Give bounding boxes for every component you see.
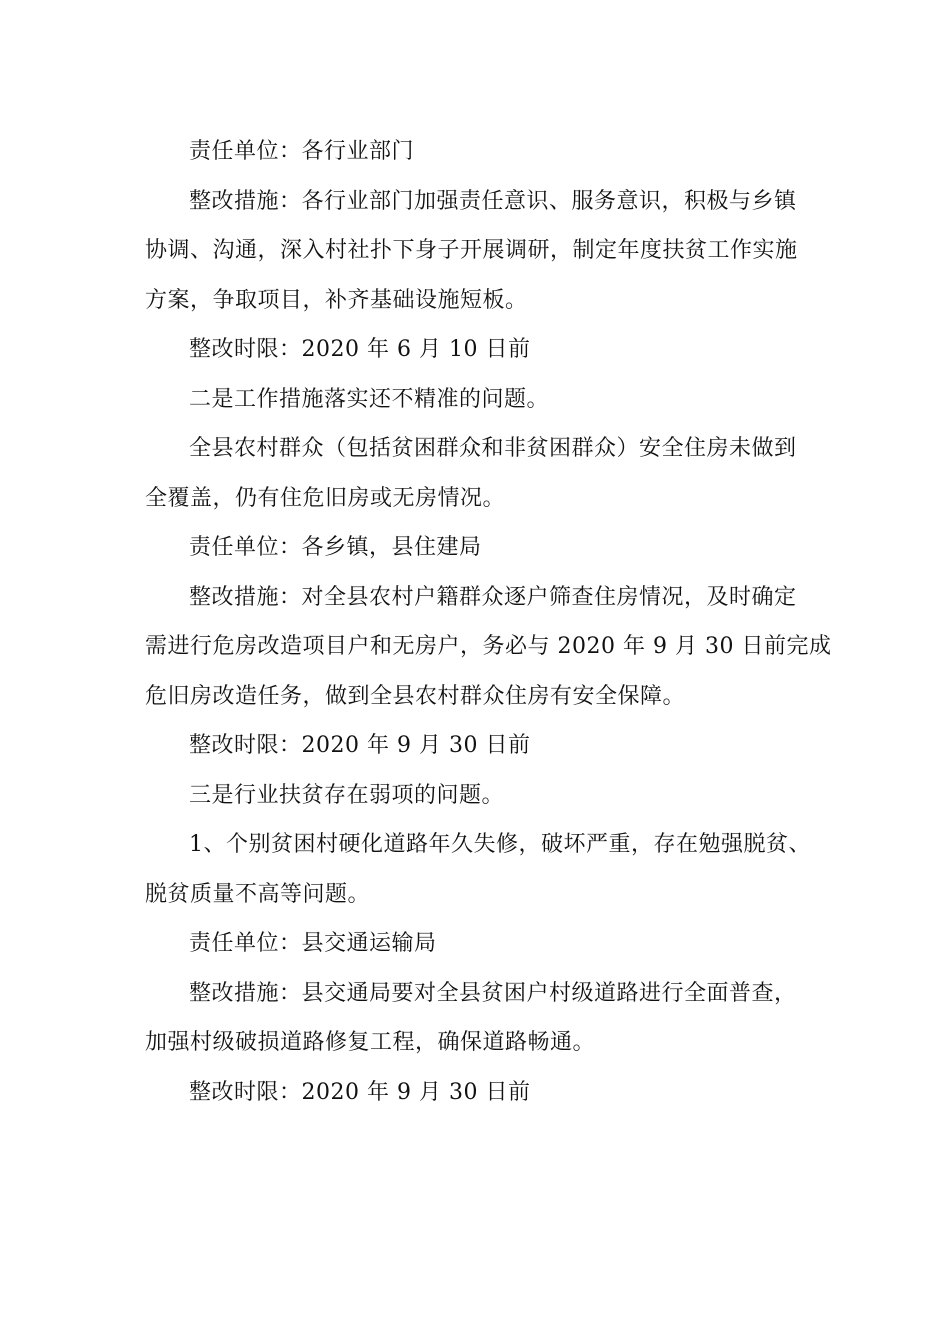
text-line: 三是行业扶贫存在弱项的问题。 [189,782,505,808]
text-line: 加强村级破损道路修复工程，确保道路畅通。 [145,1030,596,1055]
paragraph-deadline-2 [145,721,797,771]
text-line: 责任单位：各行业部门 [189,139,415,164]
text-line: 责任单位：县交通运输局 [189,931,437,956]
text-line: 危旧房改造任务，做到全县农村群众住房有安全保障。 [145,683,686,709]
text-line: 脱贫质量不高等问题。 [145,881,371,907]
paragraph-responsible-unit-2 [145,523,797,573]
text-line: 全覆盖，仍有住危旧房或无房情况。 [145,485,506,511]
paragraph-responsible-unit-1 [145,127,797,177]
text-line: 整改措施：县交通局要对全县贫困户村级道路进行全面普查， [189,980,797,1006]
text-line: 整改措施：各行业部门加强责任意识、服务意识，积极与乡镇 [189,188,797,214]
text-line: 1、个别贫困村硬化道路年久失修，破坏严重，存在勉强脱贫、 [189,832,811,857]
text-line: 方案，争取项目，补齐基础设施短板。 [145,287,528,313]
section-heading-2 [145,375,797,425]
paragraph-issue-3-1 [145,820,811,919]
paragraph-measures-3 [145,969,797,1068]
paragraph-responsible-unit-3 [145,919,797,969]
paragraph-measures-2 [145,573,832,722]
section-heading-3 [145,771,797,821]
text-line: 整改时限：2020 年 9 月 30 日前 [189,733,531,758]
text-line: 二是工作措施落实还不精准的问题。 [189,386,550,412]
paragraph-issue-2 [145,424,797,523]
text-line: 协调、沟通，深入村社扑下身子开展调研，制定年度扶贫工作实施 [145,238,798,263]
text-line: 需进行危房改造项目户和无房户，务必与 2020 年 9 月 30 日前完成 [145,634,832,659]
paragraph-deadline-3 [145,1068,797,1118]
paragraph-deadline-1 [145,325,797,375]
text-line: 责任单位：各乡镇，县住建局 [189,535,482,560]
paragraph-measures-1 [145,177,797,326]
text-line: 全县农村群众（包括贫困群众和非贫困群众）安全住房未做到 [189,436,797,461]
text-line: 整改措施：对全县农村户籍群众逐户筛查住房情况，及时确定 [189,584,797,610]
text-line: 整改时限：2020 年 6 月 10 日前 [189,337,531,362]
text-line: 整改时限：2020 年 9 月 30 日前 [189,1079,531,1105]
document-body [145,127,832,1117]
